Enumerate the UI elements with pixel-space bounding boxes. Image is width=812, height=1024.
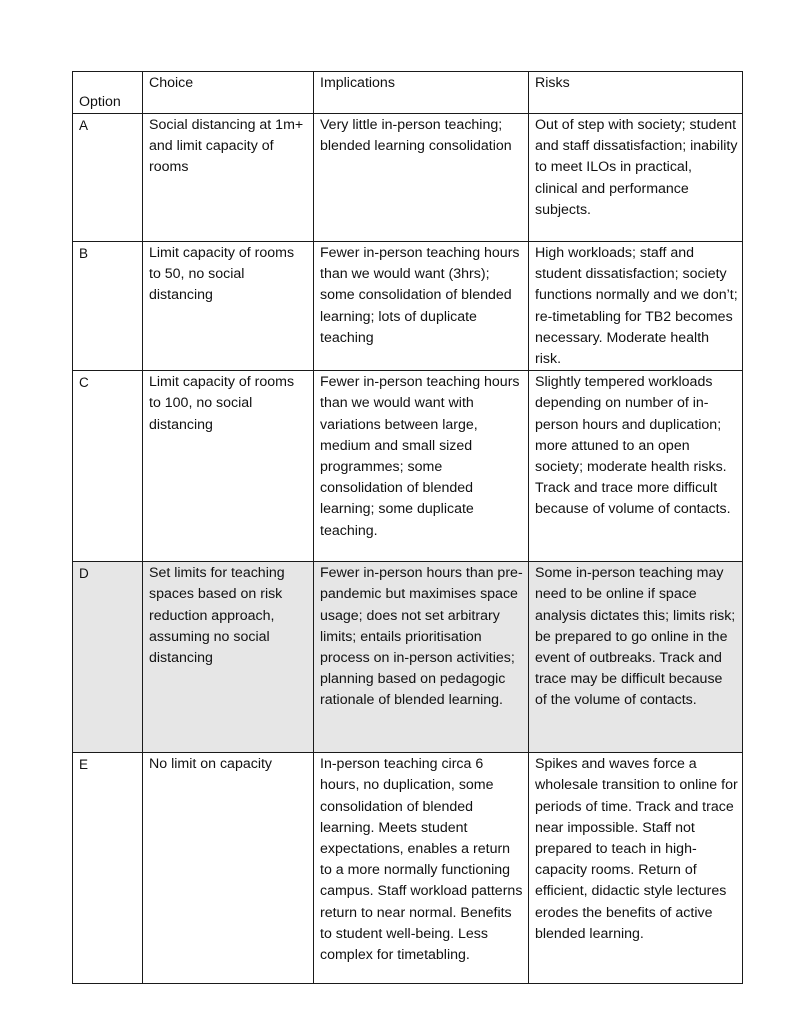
- choice-text: Limit capacity of rooms to 100, no social distancing: [149, 374, 295, 433]
- header-choice: [143, 72, 314, 114]
- table-row-option-d: [73, 562, 743, 753]
- implications-text: Fewer in-person teaching hours than we would want with variations between large, medium and small sized programmes; some consolidation of blended learning; some duplicate teaching.: [320, 374, 520, 539]
- implications-text: In-person teaching circa 6 hours, no duplication, some consolidation of blended learning. Meets student expectations, enables a return to a more normally functioning campus. Staff workload patterns return to near normal. Benefits to student well-being. Less complex for timetabling.: [320, 756, 523, 964]
- risks-cell: [529, 371, 743, 562]
- implications-cell: [314, 371, 529, 562]
- option-cell: [73, 753, 143, 984]
- option-letter: C: [79, 375, 89, 391]
- choice-cell: [143, 562, 314, 753]
- option-cell: [73, 371, 143, 562]
- implications-cell: [314, 114, 529, 242]
- risks-text: Spikes and waves force a wholesale transition to online for periods of time. Track and trace near impossible. Staff not prepared to teach in high-capacity rooms. Return of efficient, didactic style lectures erodes the benefits of active blended learning.: [535, 756, 738, 942]
- choice-cell: [143, 242, 314, 371]
- header-implications: [314, 72, 529, 114]
- implications-text: Fewer in-person hours than pre-pandemic but maximises space usage; does not set arbitrary limits; entails prioritisation process on in-person activities; planning based on pedagogic rationale of blended learning.: [320, 565, 523, 709]
- option-letter: B: [79, 246, 89, 261]
- choice-text: Social distancing at 1m+ and limit capacity of rooms: [149, 117, 304, 176]
- risks-text: Some in-person teaching may need to be online if space analysis dictates this; limits risk; be prepared to go online in the event of outbreaks. Track and trace may be difficult because of the volume of contacts.: [535, 565, 736, 709]
- risks-cell: [529, 114, 743, 242]
- implications-cell: [314, 753, 529, 984]
- risks-cell: [529, 242, 743, 371]
- header-risks-label: Risks: [535, 75, 570, 91]
- choice-text: No limit on capacity: [149, 756, 273, 773]
- option-letter: E: [79, 757, 89, 773]
- header-option: [73, 72, 143, 114]
- header-option-label: Option: [79, 93, 121, 110]
- choice-text: Limit capacity of rooms to 50, no social distancing: [149, 245, 295, 304]
- option-letter: A: [79, 118, 89, 133]
- header-risks: [529, 72, 743, 114]
- choice-cell: [143, 114, 314, 242]
- header-choice-label: Choice: [149, 75, 194, 91]
- table-row-option-b: [73, 242, 743, 371]
- risks-text: High workloads; staff and student dissatisfaction; society functions normally and we don’t; re-timetabling for TB2 becomes necessary. Moderate health risk.: [535, 245, 738, 368]
- option-cell: [73, 242, 143, 371]
- risks-text: Slightly tempered workloads depending on number of in-person hours and duplication; more attuned to an open society; moderate health risks. Track and trace more difficult because of volume of contacts.: [535, 374, 731, 518]
- option-letter: D: [79, 566, 89, 582]
- risks-cell: [529, 562, 743, 753]
- header-implications-label: Implications: [320, 75, 395, 91]
- implications-cell: [314, 242, 529, 371]
- options-table: [72, 71, 743, 984]
- risks-cell: [529, 753, 743, 984]
- choice-text: Set limits for teaching spaces based on risk reduction approach, assuming no social distancing: [149, 565, 285, 667]
- implications-text: Very little in-person teaching; blended learning consolidation: [320, 117, 512, 155]
- risks-text: Out of step with society; student and staff dissatisfaction; inability to meet ILOs in practical, clinical and performance subjects.: [535, 117, 738, 218]
- implications-text: Fewer in-person teaching hours than we would want (3hrs); some consolidation of blended learning; lots of duplicate teaching: [320, 245, 520, 346]
- implications-cell: [314, 562, 529, 753]
- table-header-row: [73, 72, 743, 114]
- choice-cell: [143, 371, 314, 562]
- table-row-option-a: [73, 114, 743, 242]
- choice-cell: [143, 753, 314, 984]
- option-cell: [73, 114, 143, 242]
- table-row-option-c: [73, 371, 743, 562]
- option-cell: [73, 562, 143, 753]
- table-row-option-e: [73, 753, 743, 984]
